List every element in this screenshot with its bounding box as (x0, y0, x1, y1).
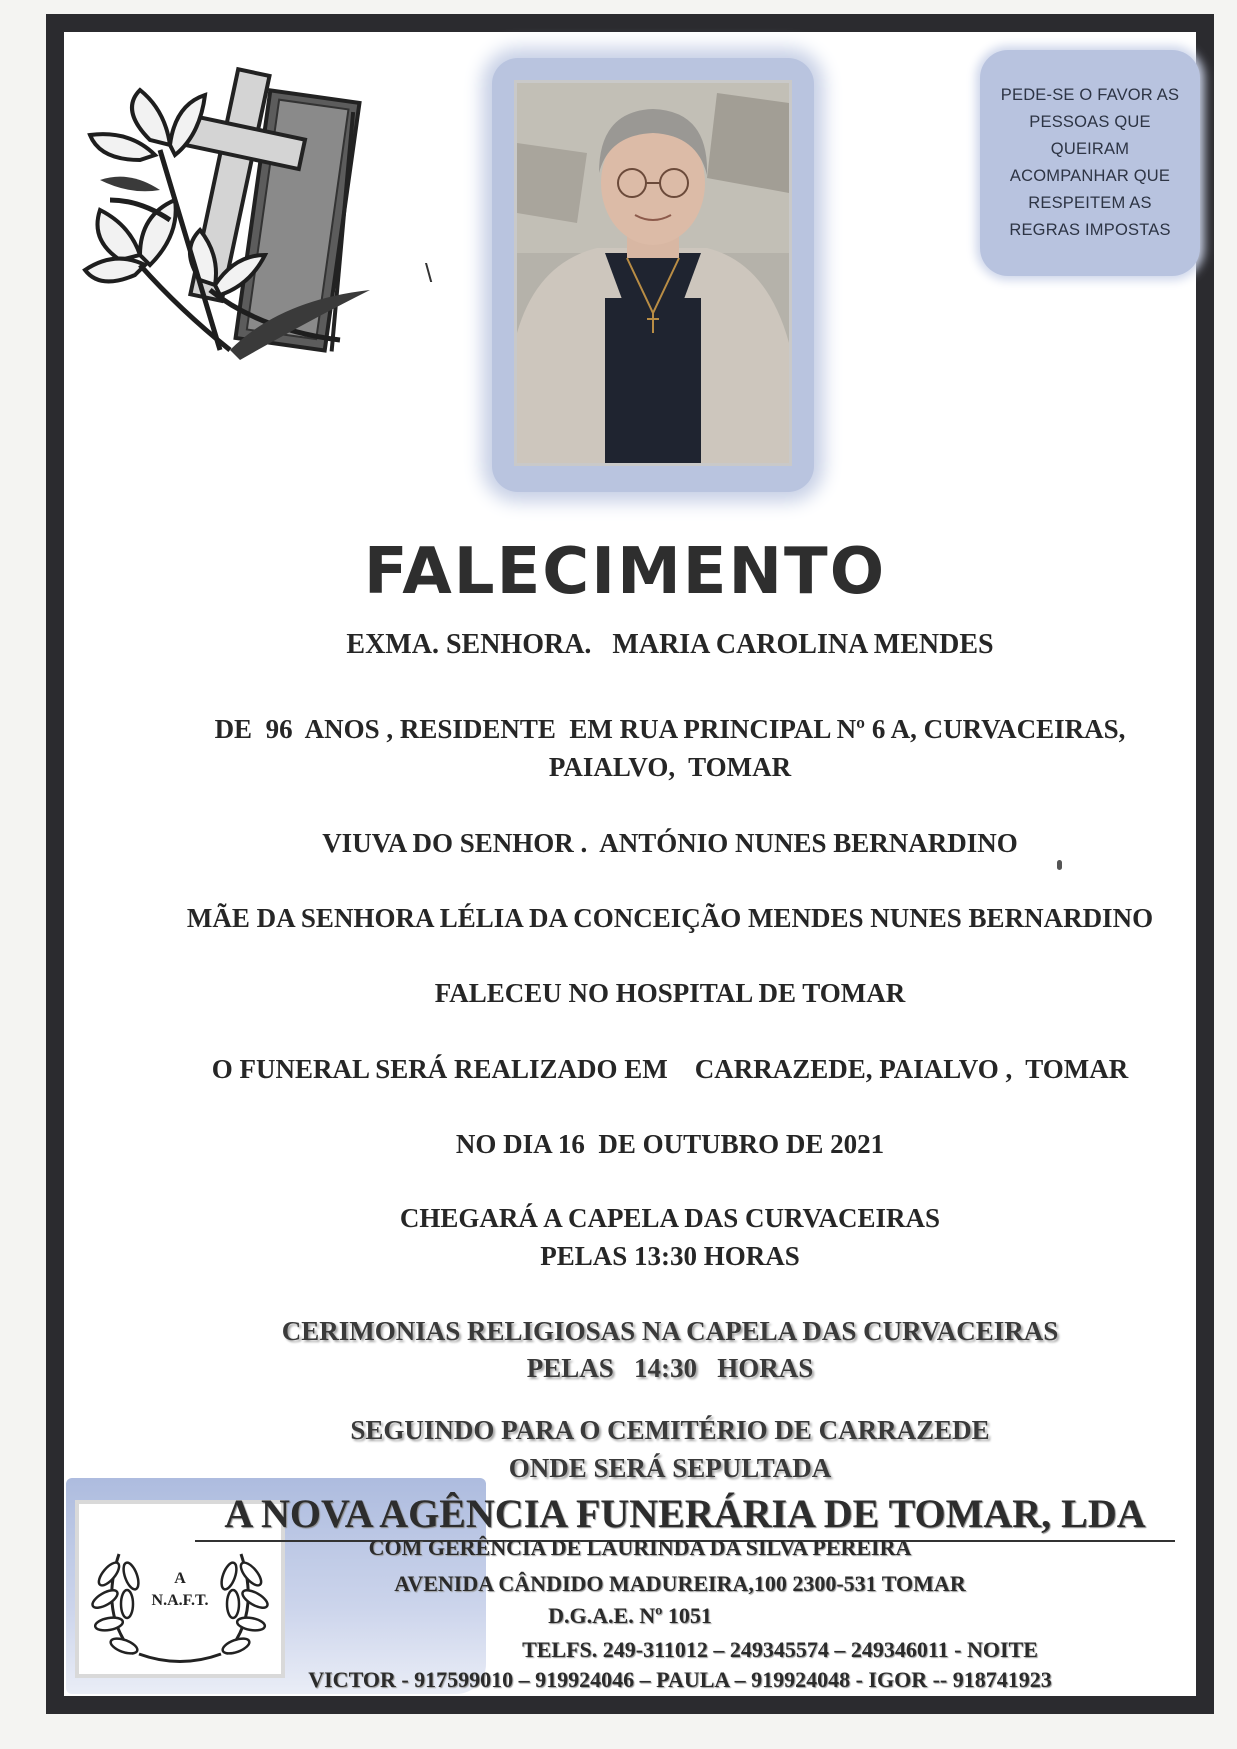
arrival-line-1: CHEGARÁ A CAPELA DAS CURVACEIRAS (399, 1203, 941, 1233)
ceremony-line-1: CERIMONIAS RELIGIOSAS NA CAPELA DAS CURVACEIRAS (281, 1316, 1059, 1346)
agency-dgae: D.G.A.E. Nº 1051 (548, 1603, 712, 1628)
agency-logo-text: A N.A.F.T. (151, 1570, 209, 1609)
burial-line-1: SEGUINDO PARA O CEMITÉRIO DE CARRAZEDE (350, 1415, 990, 1445)
ceremony-line-2: PELAS 14:30 HORAS (526, 1353, 814, 1383)
age-residence-line-1: DE 96 ANOS , RESIDENTE EM RUA PRINCIPAL Nº 6 A, CURVACEIRAS, (214, 714, 1126, 744)
agency-name: A NOVA AGÊNCIA FUNERÁRIA DE TOMAR, LDA (224, 1491, 1146, 1536)
burial-line-2: ONDE SERÁ SEPULTADA (508, 1453, 832, 1483)
page-title: FALECIMENTO (363, 535, 887, 609)
mother-line: MÃE DA SENHORA LÉLIA DA CONCEIÇÃO MENDES NUNES BERNARDINO (186, 903, 1154, 933)
stray-dot (1057, 860, 1062, 870)
agency-manager: COM GERÊNCIA DE LAURINDA DA SILVA PEREIRA (368, 1535, 912, 1560)
deceased-name: EXMA. SENHORA. MARIA CAROLINA MENDES (346, 629, 994, 660)
agency-phones: TELFS. 249-311012 – 249345574 – 249346011 - NOITE (522, 1637, 1038, 1662)
widow-line: VIUVA DO SENHOR . ANTÓNIO NUNES BERNARDINO (322, 828, 1018, 858)
stray-mark: \ (425, 258, 433, 288)
notice-text: PEDE-SE O FAVOR AS PESSOAS QUE QUEIRAM ACOMPANHAR QUE RESPEITEM AS REGRAS IMPOSTAS (1000, 86, 1180, 239)
notice-box (980, 50, 1200, 276)
date-line: NO DIA 16 DE OUTUBRO DE 2021 (455, 1129, 885, 1159)
age-residence-line-2: PAIALVO, TOMAR (548, 752, 792, 782)
portrait-photo (514, 80, 792, 466)
cross-book-lilies-icon (80, 50, 380, 380)
funeral-line: O FUNERAL SERÁ REALIZADO EM CARRAZEDE, PAIALVO , TOMAR (211, 1054, 1129, 1084)
agency-address: AVENIDA CÂNDIDO MADUREIRA,100 2300-531 TOMAR (394, 1571, 966, 1596)
arrival-line-2: PELAS 13:30 HORAS (540, 1241, 800, 1271)
died-line: FALECEU NO HOSPITAL DE TOMAR (434, 978, 906, 1008)
agency-night-phones: VICTOR - 917599010 – 919924046 – PAULA – 919924048 - IGOR -- 918741923 (308, 1667, 1052, 1692)
